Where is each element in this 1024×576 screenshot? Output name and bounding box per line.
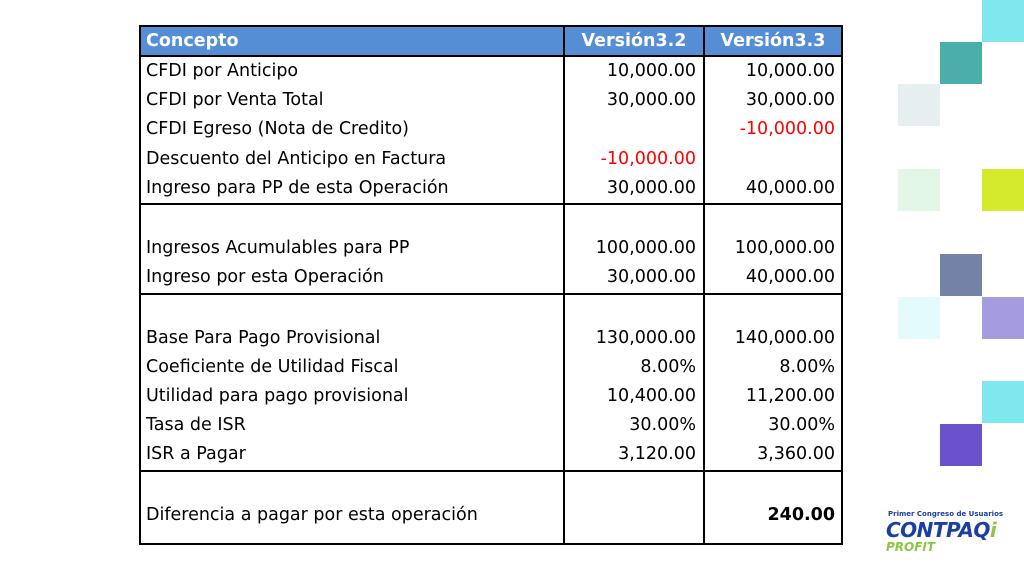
row-value-3-2: -10,000.00 xyxy=(600,148,696,169)
deco-square xyxy=(982,297,1024,339)
row-label: Coeficiente de Utilidad Fiscal xyxy=(146,356,399,377)
spacer xyxy=(565,472,696,501)
spacer xyxy=(705,472,835,501)
row-value-3-3: 240.00 xyxy=(767,504,835,525)
logo-tagline: Primer Congreso de Usuarios xyxy=(888,510,1004,518)
section-column xyxy=(141,472,563,543)
row-value-3-2: 130,000.00 xyxy=(595,327,696,348)
deco-square xyxy=(982,381,1024,423)
spacer xyxy=(565,295,696,324)
deco-square xyxy=(940,424,982,466)
row-value-3-2: 30,000.00 xyxy=(606,267,696,288)
row-value-3-3 xyxy=(705,145,835,174)
row-label: Utilidad para pago provisional xyxy=(146,386,409,407)
row-value-3-3: 100,000.00 xyxy=(734,238,835,259)
row-label: Base Para Pago Provisional xyxy=(146,327,381,348)
row-label: CFDI Egreso (Nota de Credito) xyxy=(146,119,409,140)
deco-square xyxy=(982,169,1024,211)
spacer xyxy=(146,530,563,543)
logo-brand-mark: i xyxy=(989,518,997,542)
deco-square xyxy=(940,254,982,296)
section-column xyxy=(563,57,703,203)
row-value-3-3: 8.00% xyxy=(779,356,835,377)
row-value-3-3: 10,000.00 xyxy=(745,61,835,81)
row-label: Tasa de ISR xyxy=(146,415,246,436)
table-header xyxy=(141,27,841,57)
logo-brand-text: CONTPAQ xyxy=(886,518,990,542)
section-column xyxy=(703,295,841,470)
row-label: Ingreso para PP de esta Operación xyxy=(146,177,449,198)
row-value-3-2: 10,400.00 xyxy=(606,386,696,407)
section-column xyxy=(141,57,563,203)
row-label: CFDI por Venta Total xyxy=(146,90,324,111)
section-column xyxy=(703,205,841,293)
section-column xyxy=(563,295,703,470)
row-value-3-2: 3,120.00 xyxy=(618,444,696,465)
row-value-3-3: 3,360.00 xyxy=(757,444,835,465)
contpaqi-logo xyxy=(886,510,1016,555)
header-concept: Concepto xyxy=(146,31,239,51)
spacer xyxy=(705,205,835,234)
deco-square xyxy=(898,169,940,211)
spacer xyxy=(146,472,563,501)
row-value-3-3: 11,200.00 xyxy=(745,386,835,407)
table-section xyxy=(141,295,841,472)
row-value-3-2: 30,000.00 xyxy=(606,90,696,111)
row-value-3-3: 40,000.00 xyxy=(745,267,835,288)
section-column xyxy=(141,295,563,470)
row-value-3-2 xyxy=(565,115,696,144)
table-body xyxy=(141,57,841,543)
section-column xyxy=(563,205,703,293)
logo-brand xyxy=(886,518,996,542)
comparison-table xyxy=(139,25,843,545)
row-label: CFDI por Anticipo xyxy=(146,61,299,81)
row-value-3-2: 10,000.00 xyxy=(606,61,696,81)
row-label: Ingreso por esta Operación xyxy=(146,267,384,288)
row-label: Diferencia a pagar por esta operación xyxy=(146,504,478,525)
row-value-3-2: 30,000.00 xyxy=(606,177,696,198)
section-column xyxy=(703,472,841,543)
deco-square xyxy=(898,297,940,339)
spacer xyxy=(705,295,835,324)
section-column xyxy=(703,57,841,203)
row-label: Descuento del Anticipo en Factura xyxy=(146,148,447,169)
deco-square xyxy=(982,0,1024,42)
row-label: ISR a Pagar xyxy=(146,444,246,465)
deco-square xyxy=(940,42,982,84)
row-value-3-2: 100,000.00 xyxy=(595,238,696,259)
spacer xyxy=(705,530,835,543)
spacer xyxy=(146,205,563,234)
row-value-3-3: 140,000.00 xyxy=(734,327,835,348)
row-value-3-2 xyxy=(565,501,696,530)
row-label: Ingresos Acumulables para PP xyxy=(146,238,410,259)
section-column xyxy=(563,472,703,543)
row-value-3-2: 30.00% xyxy=(629,415,696,436)
row-value-3-3: 40,000.00 xyxy=(745,177,835,198)
row-value-3-2: 8.00% xyxy=(640,356,696,377)
spacer xyxy=(565,205,696,234)
spacer xyxy=(146,295,563,324)
deco-square xyxy=(898,84,940,126)
table-section xyxy=(141,57,841,205)
section-column xyxy=(141,205,563,293)
logo-sub: PROFIT xyxy=(886,540,936,554)
row-value-3-3: -10,000.00 xyxy=(739,119,835,140)
header-version-3-2: Versión3.2 xyxy=(563,27,703,55)
spacer xyxy=(565,530,696,543)
header-version-3-3: Versión3.3 xyxy=(703,27,841,55)
table-section xyxy=(141,472,841,543)
table-section xyxy=(141,205,841,295)
row-value-3-3: 30.00% xyxy=(768,415,835,436)
row-value-3-3: 30,000.00 xyxy=(745,90,835,111)
